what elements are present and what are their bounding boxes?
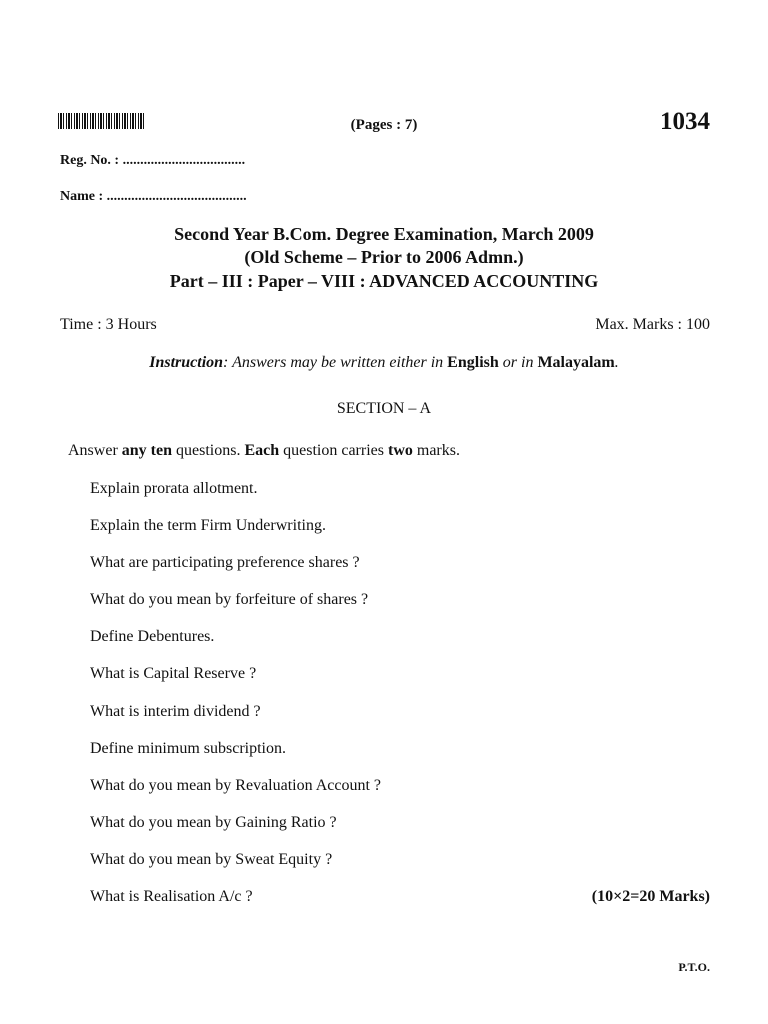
answer-text-1: Answer [68,442,122,459]
instruction-lang-malayalam: Malayalam [537,354,615,371]
question-text: What do you mean by Revaluation Account ? [90,777,382,794]
instruction [0,354,768,372]
instruction-lang-english: English [447,354,499,371]
instruction-text-3: . [614,354,619,371]
question-text: What is interim dividend ? [90,703,261,720]
exam-time: Time : 3 Hours [60,316,157,333]
answer-instruction [68,442,460,460]
question-text: Define minimum subscription. [90,740,286,757]
instruction-text-2: or in [498,354,538,371]
question-text: What do you mean by Sweat Equity ? [90,851,333,868]
question-text: What do you mean by forfeiture of shares ? [90,591,369,608]
question-text: What do you mean by Gaining Ratio ? [90,814,337,831]
answer-text-3: question carries [279,442,388,459]
question-text: Explain prorata allotment. [90,480,258,497]
instruction-text-1: : Answers may be written either in [223,354,448,371]
answer-bold-two: two [387,442,413,459]
answer-bold-each: Each [244,442,280,459]
instruction-label: Instruction [149,354,224,371]
exam-scheme: (Old Scheme – Prior to 2006 Admn.) [244,247,524,267]
pto-label: P.T.O. [678,960,710,974]
answer-bold-any-ten: any ten [121,442,172,459]
question-text: Define Debentures. [90,628,215,645]
question-text: What is Capital Reserve ? [90,665,257,682]
exam-title: Second Year B.Com. Degree Examination, March 2009 [174,224,594,244]
answer-text-4: marks. [412,442,460,459]
reg-no-field: Reg. No. : ................................... [60,153,246,168]
paper-title: Part – III : Paper – VIII : ADVANCED ACCOUNTING [169,271,599,291]
question-text: What are participating preference shares ? [90,554,360,571]
question-text: What is Realisation A/c ? [90,888,253,905]
section-heading: SECTION – A [336,400,432,417]
page-count: (Pages : 7) [350,117,418,133]
name-field: Name : ........................................ [60,189,247,204]
answer-text-2: questions. [172,442,245,459]
paper-code: 1034 [660,108,710,135]
marks-summary: (10×2=20 Marks) [591,888,710,905]
max-marks: Max. Marks : 100 [595,316,710,333]
question-text: Explain the term Firm Underwriting. [90,517,326,534]
